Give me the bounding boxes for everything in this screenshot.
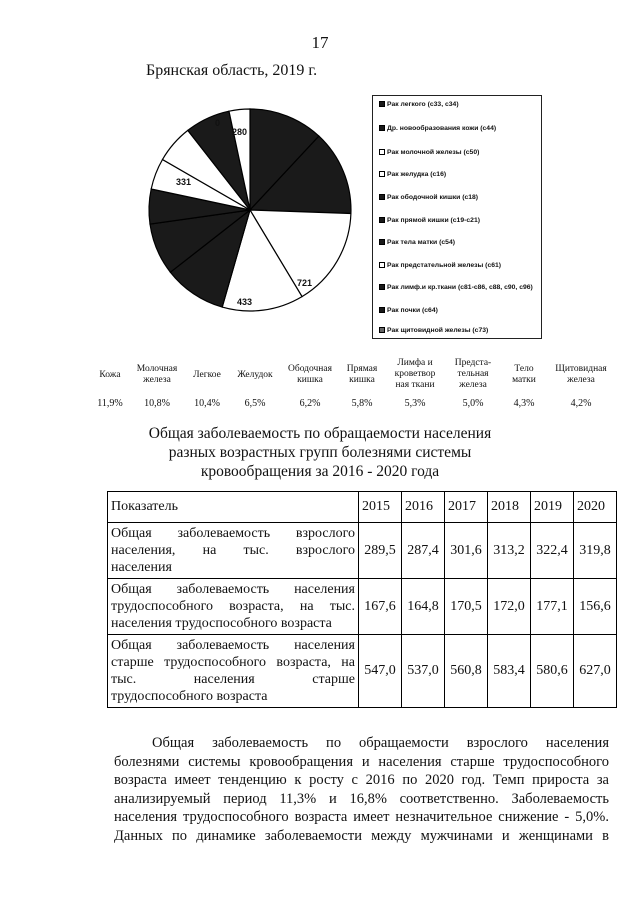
pie-label-0: 0 bbox=[215, 118, 221, 128]
legend-item: Рак прямой кишки (с19-с21) bbox=[379, 216, 539, 225]
legend-swatch bbox=[379, 171, 385, 177]
category-value: 5,3% bbox=[404, 398, 426, 409]
header-year: 2015 bbox=[359, 492, 402, 523]
cell-value: 177,1 bbox=[531, 579, 574, 635]
paragraph-line: болезнями системы кровообращения и населения старше трудоспособного bbox=[114, 753, 609, 770]
heading-line: разных возрастных групп болезнями системы bbox=[168, 444, 472, 461]
table-heading bbox=[0, 424, 640, 481]
category-label: Лимфа и кроветвор ная ткани bbox=[394, 358, 436, 390]
row-label: Общая заболеваемость населения старше трудоспособного возраста, на тыс. населения старше трудоспособного возраста bbox=[108, 635, 359, 708]
legend-swatch bbox=[379, 327, 385, 333]
legend-item: Рак желудка (с16) bbox=[379, 170, 539, 179]
legend-swatch bbox=[379, 262, 385, 268]
legend-swatch bbox=[379, 194, 385, 200]
paragraph-line: Данных по динамике заболеваемости между мужчинами и женщинами в bbox=[114, 827, 609, 844]
category-label: Ободочная кишка bbox=[288, 364, 332, 385]
row-label: Общая заболеваемость взрослого населения, на тыс. взрослого населения bbox=[108, 523, 359, 579]
category-label: Щитовидная железа bbox=[555, 364, 607, 385]
legend-item: Рак ободочной кишки (с18) bbox=[379, 193, 539, 202]
chart-legend bbox=[372, 95, 542, 339]
heading-line: Общая заболеваемость по обращаемости населения bbox=[148, 425, 492, 442]
header-year: 2019 bbox=[531, 492, 574, 523]
pie-label-280: 280 bbox=[232, 127, 248, 137]
header-year: 2017 bbox=[445, 492, 488, 523]
legend-swatch bbox=[379, 239, 385, 245]
morbidity-table bbox=[107, 491, 617, 708]
category-value: 10,4% bbox=[194, 398, 220, 409]
category-value: 5,0% bbox=[462, 398, 484, 409]
legend-item: Рак тела матки (с54) bbox=[379, 238, 539, 247]
cell-value: 537,0 bbox=[402, 635, 445, 708]
category-value: 11,9% bbox=[97, 398, 123, 409]
heading-line: кровообращения за 2016 - 2020 года bbox=[200, 463, 440, 480]
category-label: Молочная железа bbox=[136, 364, 178, 385]
category-value: 4,2% bbox=[570, 398, 592, 409]
legend-item: Рак молочной железы (с50) bbox=[379, 148, 539, 157]
paragraph-line: населения трудоспособного возраста имеет незначительное снижение - 5,0%. bbox=[114, 809, 609, 825]
legend-item: Рак лимф.и кр.ткани (с81-с86, с88, с90, с96) bbox=[379, 283, 539, 292]
cell-value: 167,6 bbox=[359, 579, 402, 635]
cell-value: 560,8 bbox=[445, 635, 488, 708]
category-label: Прямая кишка bbox=[346, 364, 378, 385]
table-header-row bbox=[108, 492, 617, 523]
cell-value: 289,5 bbox=[359, 523, 402, 579]
header-indicator: Показатель bbox=[108, 492, 359, 523]
category-label: Тело матки bbox=[512, 364, 536, 385]
category-value: 4,3% bbox=[513, 398, 535, 409]
page-number: 17 bbox=[311, 33, 329, 52]
cell-value: 172,0 bbox=[488, 579, 531, 635]
legend-item: Рак предстательной железы (с61) bbox=[379, 261, 539, 270]
body-paragraph bbox=[114, 734, 609, 845]
paragraph-line: возраста имеет тенденцию к росту с 2016 по 2020 год. Темп прироста за bbox=[114, 772, 609, 788]
pie-label-331: 331 bbox=[176, 177, 192, 187]
chart-title: Брянская область, 2019 г. bbox=[146, 62, 318, 79]
category-label: Кожа bbox=[99, 370, 121, 380]
legend-item: Др. новообразования кожи (с44) bbox=[379, 124, 539, 133]
cell-value: 547,0 bbox=[359, 635, 402, 708]
cell-value: 301,6 bbox=[445, 523, 488, 579]
cell-value: 313,2 bbox=[488, 523, 531, 579]
legend-item: Рак щитовидной железы (с73) bbox=[379, 326, 539, 335]
legend-item: Рак легкого (с33, с34) bbox=[379, 100, 539, 109]
category-value: 10,8% bbox=[144, 398, 170, 409]
pie-chart bbox=[140, 100, 360, 320]
category-label: Легкое bbox=[193, 370, 221, 380]
category-value: 6,2% bbox=[299, 398, 321, 409]
legend-swatch bbox=[379, 217, 385, 223]
header-year: 2016 bbox=[402, 492, 445, 523]
table-row bbox=[108, 523, 617, 579]
legend-swatch bbox=[379, 149, 385, 155]
legend-swatch bbox=[379, 101, 385, 107]
cell-value: 583,4 bbox=[488, 635, 531, 708]
table-row bbox=[108, 635, 617, 708]
category-value: 6,5% bbox=[244, 398, 266, 409]
cell-value: 164,8 bbox=[402, 579, 445, 635]
category-label: Предста-тельная железа bbox=[454, 358, 492, 390]
legend-item: Рак почки (с64) bbox=[379, 306, 539, 315]
cell-value: 287,4 bbox=[402, 523, 445, 579]
pie-label-433: 433 bbox=[237, 297, 253, 307]
cell-value: 319,8 bbox=[574, 523, 617, 579]
cell-value: 156,6 bbox=[574, 579, 617, 635]
cell-value: 170,5 bbox=[445, 579, 488, 635]
cell-value: 580,6 bbox=[531, 635, 574, 708]
cell-value: 627,0 bbox=[574, 635, 617, 708]
legend-swatch bbox=[379, 307, 385, 313]
legend-swatch bbox=[379, 284, 385, 290]
paragraph-line: Общая заболеваемость по обращаемости взрослого населения bbox=[152, 735, 609, 751]
pie-label-721: 721 bbox=[297, 278, 313, 288]
header-year: 2018 bbox=[488, 492, 531, 523]
category-value: 5,8% bbox=[351, 398, 373, 409]
cell-value: 322,4 bbox=[531, 523, 574, 579]
category-label: Желудок bbox=[237, 370, 273, 380]
legend-swatch bbox=[379, 125, 385, 131]
header-year: 2020 bbox=[574, 492, 617, 523]
paragraph-line: анализируемый период 11,3% и 16,8% соответственно. Заболеваемость bbox=[114, 790, 609, 807]
row-label: Общая заболеваемость населения трудоспособного возраста, на тыс. населения трудоспособного возраста bbox=[108, 579, 359, 635]
table-row bbox=[108, 579, 617, 635]
